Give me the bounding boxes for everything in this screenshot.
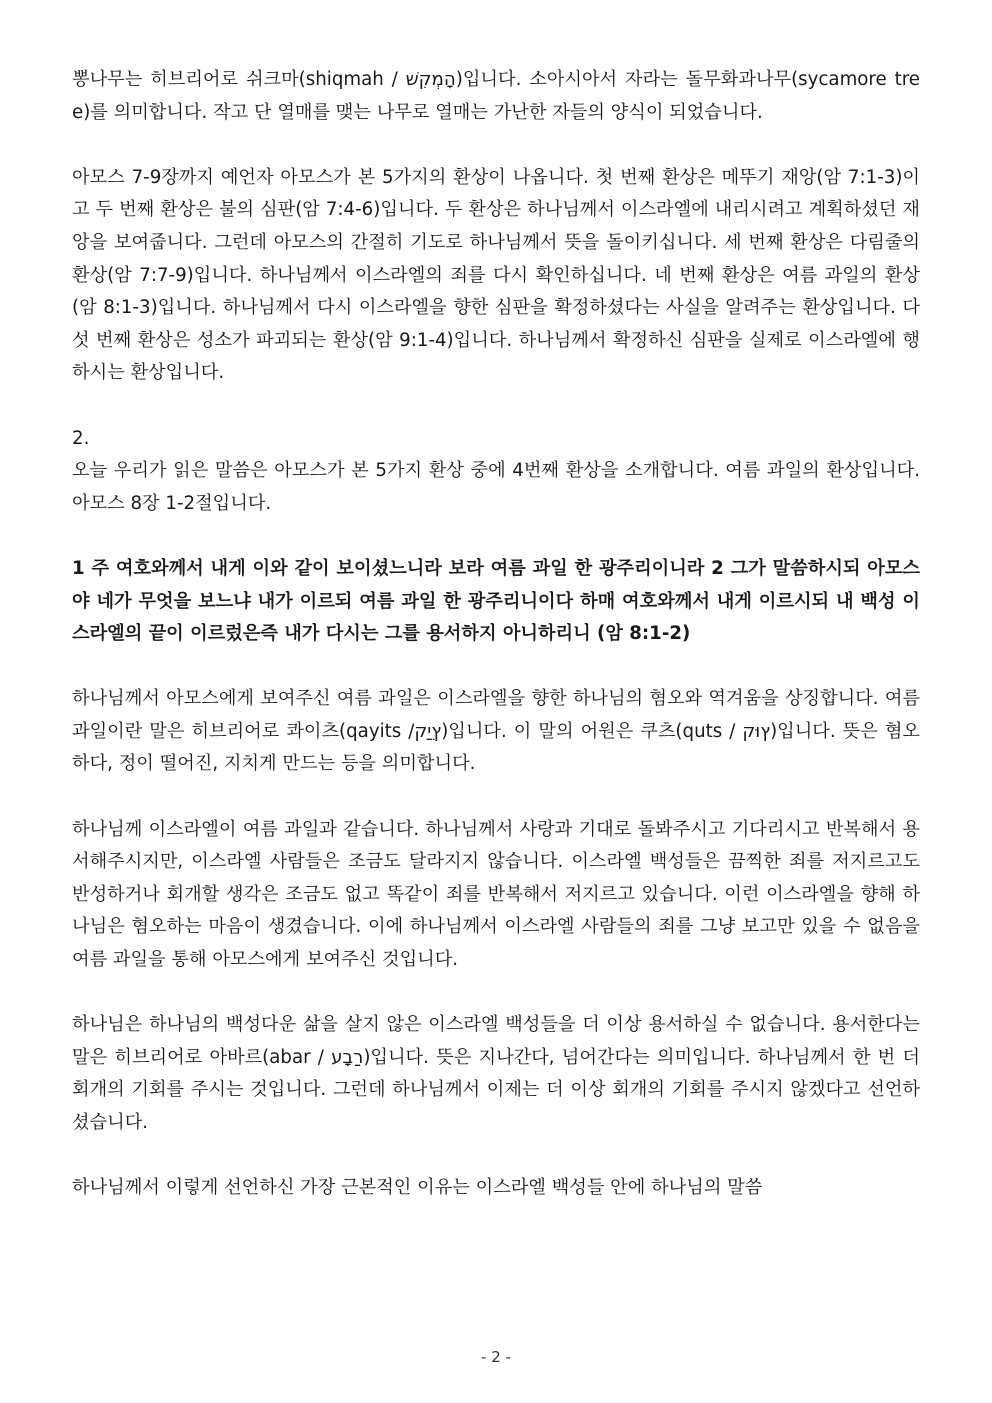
document-page (72, 64, 920, 1205)
paragraph-israel-like-fruit: 하나님께 이스라엘이 여름 과일과 같습니다. 하나님께서 사랑과 기대로 돌봐주시고 기다리시고 반복해서 용서해주시지만, 이스라엘 사람들은 조금도 달라지지 않습니다. 이스라엘 백성들은 끔찍한 죄를 저지르고도 반성하거나 회개할 생각은 조금도 없고 똑같이 죄를 반복해서 저지르고 있습니다. 이런 이스라엘을 향해 하나님은 혐오하는 마음이 생겼습니다. 이에 하나님께서 이스라엘 사람들의 죄를 그냥 보고만 있을 수 없음을 여름 과일을 통해 아모스에게 보여주신 것입니다. (72, 818, 920, 971)
section-number: 2. (72, 427, 90, 449)
paragraph-five-visions: 아모스 7-9장까지 예언자 아모스가 본 5가지의 환상이 나옵니다. 첫 번째 환상은 메뚜기 재앙(암 7:1-3)이고 두 번째 환상은 불의 심판(암 7:4-6)입니다. 두 환상은 하나님께서 이스라엘에 내리시려고 계획하셨던 재앙을 보여줍니다. 그런데 아모스의 간절히 기도로 하나님께서 뜻을 돌이키십니다. 세 번째 환상은 다림줄의 환상(암 7:7-9)입니다. 하나님께서 이스라엘의 죄를 다시 확인하십니다. 네 번째 환상은 여름 과일의 환상(암 8:1-3)입니다. 하나님께서 다시 이스라엘을 향한 심판을 확정하셨다는 사실을 알려주는 환상입니다. 다섯 번째 환상은 성소가 파괴되는 환상(암 9:1-4)입니다. 하나님께서 확정하신 심판을 실제로 이스라엘에 행하시는 환상입니다. (72, 166, 920, 384)
paragraph-reason: 하나님께서 이렇게 선언하신 가장 근본적인 이유는 이스라엘 백성들 안에 하나님의 말씀 (72, 1177, 763, 1199)
paragraph-sycamore: 뽕나무는 히브리어로 쉬크마(shiqmah / הָמְקִשׁ)입니다. 소아시아서 자라는 돌무화과나무(sycamore tree)를 의미합니다. 작고 단 열매를 맺는 나무로 열매는 가난한 자들의 양식이 되었습니다. (72, 69, 920, 123)
paragraph-forgiveness: 하나님은 하나님의 백성다운 삶을 살지 않은 이스라엘 백성들을 더 이상 용서하실 수 없습니다. 용서한다는 말은 히브리어로 아바르(abar / רַבָע)입니다. 뜻은 지나간다, 넘어간다는 의미입니다. 하나님께서 한 번 더 회개의 기회를 주시는 것입니다. 그런데 하나님께서 이제는 더 이상 회개의 기회를 주시지 않겠다고 선언하셨습니다. (72, 1014, 920, 1133)
paragraph-summer-fruit: 하나님께서 아모스에게 보여주신 여름 과일은 이스라엘을 향한 하나님의 혐오와 역겨움을 상징합니다. 여름 과일이란 말은 히브리어로 콰이츠(qayits /ץִיַק)입니다. 이 말의 어원은 쿠츠(quts / ץוּק)입니다. 뜻은 혐오하다, 정이 떨어진, 지치게 만드는 등을 의미합니다. (72, 688, 920, 775)
page-number: - 2 - (481, 1348, 511, 1366)
scripture-quote: 1 주 여호와께서 내게 이와 같이 보이셨느니라 보라 여름 과일 한 광주리이니라 2 그가 말씀하시되 아모스야 네가 무엇을 보느냐 내가 이르되 여름 과일 한 광주리니이다 하매 여호와께서 내게 이르시되 내 백성 이스라엘의 끝이 이르렀은즉 내가 다시는 그를 용서하지 아니하리니 (암 8:1-2) (72, 557, 920, 645)
paragraph-fourth-vision-intro: 오늘 우리가 읽은 말씀은 아모스가 본 5가지 환상 중에 4번째 환상을 소개합니다. 여름 과일의 환상입니다. 아모스 8장 1-2절입니다. (72, 460, 920, 514)
